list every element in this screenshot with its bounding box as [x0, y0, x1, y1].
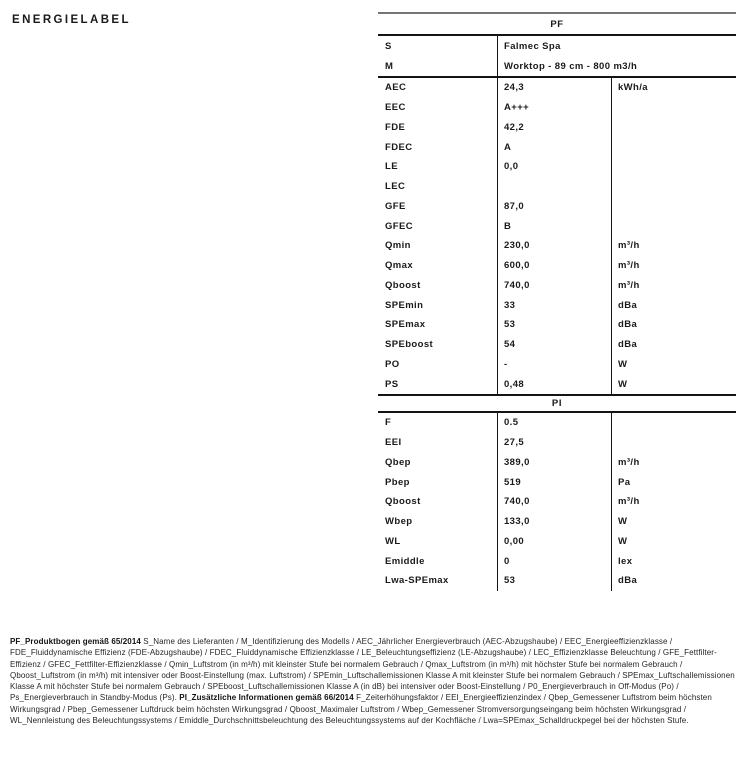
- row-value: 0,48: [497, 374, 611, 394]
- row-label: S: [385, 40, 392, 52]
- table-row-le: [378, 157, 736, 177]
- table-row-po: [378, 355, 736, 375]
- section-header-pf: PF: [378, 14, 736, 36]
- row-unit: [611, 216, 736, 236]
- table-row-wl: [378, 532, 736, 552]
- row-unit: dBa: [611, 315, 736, 335]
- row-label: FDEC: [385, 141, 413, 153]
- row-label: Qboost: [385, 496, 421, 508]
- row-label: Qmax: [385, 260, 414, 272]
- table-row-qmax: [378, 256, 736, 276]
- row-unit: W: [611, 355, 736, 375]
- row-value: A+++: [497, 98, 611, 118]
- row-value: -: [497, 355, 611, 375]
- row-label: Pbep: [385, 476, 410, 488]
- table-row-gfe: [378, 197, 736, 217]
- row-value: 54: [497, 335, 611, 355]
- table-row-f: [378, 413, 736, 433]
- row-value: 53: [497, 315, 611, 335]
- row-label: F: [385, 417, 392, 429]
- row-unit: m³/h: [611, 492, 736, 512]
- table-row-wbep: [378, 512, 736, 532]
- table-row-fde: [378, 118, 736, 138]
- table-row-qmin: [378, 236, 736, 256]
- row-value: 230,0: [497, 236, 611, 256]
- row-unit: W: [611, 512, 736, 532]
- row-value: 0.5: [497, 413, 611, 433]
- row-unit: m³/h: [611, 256, 736, 276]
- table-row-speboost: [378, 335, 736, 355]
- legend-pi-text: F_Zeiterhöhungsfaktor / EEI_Energieeffizienzindex / Qbep_Gemessener Luftstrom beim höchsten Wirkungsgrad / Pbep_Gemessener Luftdruck beim höchsten Wirkungsgrad / Qboost_Maximaler Luftstrom / Wbep_Gemessener Stromversorgungseingang beim höchsten Wirkungsgrad / WL_Nennleistung des Beleuchtungssystems / Emiddle_Durchschnittsbeleuchtung des Beleuchtungssystems auf der Kochfläche / Lwa=SPEmax_Schalldruckpegel bei der höchsten Stufe.: [10, 693, 712, 726]
- row-value: 740,0: [497, 492, 611, 512]
- row-label: Qbep: [385, 456, 411, 468]
- row-unit: [611, 177, 736, 197]
- row-unit: [611, 157, 736, 177]
- table-row-lwa-spemax: [378, 571, 736, 591]
- row-label: FDE: [385, 121, 406, 133]
- row-label: M: [385, 60, 394, 72]
- row-unit: [611, 413, 736, 433]
- row-value: 389,0: [497, 453, 611, 473]
- row-label: SPEmax: [385, 319, 426, 331]
- row-label: Qboost: [385, 279, 421, 291]
- table-row-qboost: [378, 276, 736, 296]
- table-row-supplier: [378, 36, 736, 56]
- row-unit: W: [611, 532, 736, 552]
- row-value: 133,0: [497, 512, 611, 532]
- row-value: 33: [497, 295, 611, 315]
- row-unit: [611, 197, 736, 217]
- row-label: Lwa-SPEmax: [385, 575, 449, 587]
- row-value: [497, 177, 611, 197]
- row-label: LE: [385, 161, 398, 173]
- row-label: GFE: [385, 200, 406, 212]
- row-value: 24,3: [497, 78, 611, 98]
- table-row-qboost-pi: [378, 492, 736, 512]
- row-value: 42,2: [497, 118, 611, 138]
- table-row-gfec: [378, 216, 736, 236]
- row-label: SPEboost: [385, 339, 434, 351]
- row-unit: kWh/a: [611, 78, 736, 98]
- table-row-model: [378, 56, 736, 76]
- pf-rows: [378, 78, 736, 394]
- supplier-model-block: [378, 36, 736, 78]
- row-value: Falmec Spa: [497, 36, 736, 56]
- table-row-ps: [378, 374, 736, 394]
- row-unit: m³/h: [611, 236, 736, 256]
- table-row-spemax: [378, 315, 736, 335]
- row-value: 53: [497, 571, 611, 591]
- page-title: ENERGIELABEL: [12, 14, 131, 26]
- row-unit: dBa: [611, 295, 736, 315]
- section-header-pi: PI: [378, 394, 736, 413]
- table-row-eei: [378, 433, 736, 453]
- row-label: WL: [385, 535, 401, 547]
- row-value: Worktop - 89 cm - 800 m3/h: [497, 56, 736, 76]
- table-row-qbep: [378, 453, 736, 473]
- table-row-spemin: [378, 295, 736, 315]
- row-value: A: [497, 137, 611, 157]
- product-fiche-table: [378, 12, 736, 591]
- row-unit: Pa: [611, 472, 736, 492]
- row-label: Emiddle: [385, 555, 425, 567]
- row-value: 87,0: [497, 197, 611, 217]
- row-value: 0: [497, 551, 611, 571]
- pi-rows: [378, 413, 736, 591]
- row-label: AEC: [385, 82, 407, 94]
- row-label: PO: [385, 358, 400, 370]
- row-label: Qmin: [385, 240, 411, 252]
- row-value: 519: [497, 472, 611, 492]
- row-unit: [611, 118, 736, 138]
- table-row-fdec: [378, 137, 736, 157]
- row-unit: m³/h: [611, 453, 736, 473]
- legend-pi-title: PI_Zusätzliche Informationen gemäß 66/2014: [179, 693, 354, 703]
- row-value: 0,0: [497, 157, 611, 177]
- row-unit: [611, 137, 736, 157]
- table-row-aec: [378, 78, 736, 98]
- row-unit: [611, 98, 736, 118]
- row-value: 600,0: [497, 256, 611, 276]
- row-label: Wbep: [385, 516, 413, 528]
- table-row-eec: [378, 98, 736, 118]
- row-value: 740,0: [497, 276, 611, 296]
- legend-pf-text: S_Name des Lieferanten / M_Identifizierung des Modells / AEC_Jährlicher Energieverbrauch (AEC-Abzugshaube) / EEC_Energieeffizienzklasse / FDE_Fluiddynamische Effizienz (FDE-Abzugshaube) / FDEC_Fluiddynamische Effizienzklasse / LE_Beleuchtungseffizienz (LE-Abzugshaube) / LEC_Effizienzklasse Beleuchtung / GFE_Fettfilter-Effizienz / GFEC_Fettfilter-Effizienzklasse / Qmin_Luftstrom (in m³/h) mit kleinster Stufe bei normalem Gebrauch / Qmax_Luftstrom (in m³/h) mit höchster Stufe bei normalem Gebrauch / Qboost_Luftstrom (in m³/h) mit intensiver oder Boost-Einstellung (max. Luftstrom) / SPEmin_Luftschallemissionen Klasse A mit kleinster Stufe bei normalem Gebrauch / SPEmax_Luftschallemissionen Klasse A mit höchster Stufe bei normalem Gebrauch / SPEboost_Luftschallemissionen Klasse A (in dB) bei intensiver oder Boost-Einstellung / P0_Energieverbrauch in Off-Modus (Po) / Ps_Energieverbrauch in Standby-Modus (Ps).: [10, 637, 735, 703]
- row-unit: dBa: [611, 571, 736, 591]
- row-label: PS: [385, 378, 399, 390]
- row-unit: m³/h: [611, 276, 736, 296]
- row-label: EEI: [385, 437, 402, 449]
- row-label: GFEC: [385, 220, 413, 232]
- row-label: EEC: [385, 102, 406, 114]
- row-value: 27,5: [497, 433, 611, 453]
- row-unit: lex: [611, 551, 736, 571]
- table-row-pbep: [378, 472, 736, 492]
- row-value: 0,00: [497, 532, 611, 552]
- table-row-lec: [378, 177, 736, 197]
- row-unit: W: [611, 374, 736, 394]
- legend-footnote: [10, 636, 741, 726]
- row-unit: [611, 433, 736, 453]
- row-label: LEC: [385, 181, 406, 193]
- legend-pf-title: PF_Produktbogen gemäß 65/2014: [10, 637, 141, 646]
- row-value: B: [497, 216, 611, 236]
- row-unit: dBa: [611, 335, 736, 355]
- row-label: SPEmin: [385, 299, 424, 311]
- table-row-emiddle: [378, 551, 736, 571]
